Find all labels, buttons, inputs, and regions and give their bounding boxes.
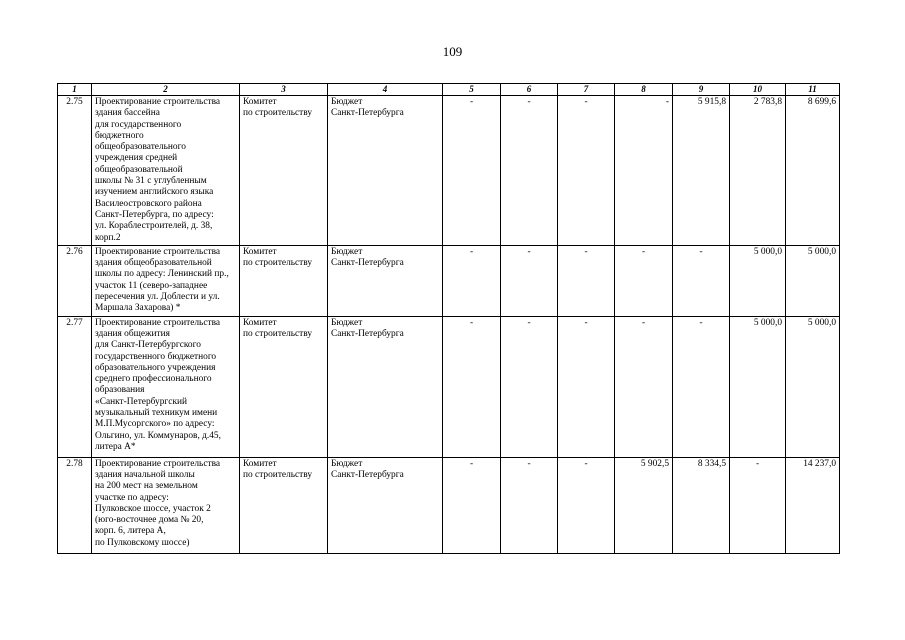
cell-col-9: - <box>673 316 730 457</box>
header-col-3: 3 <box>240 84 328 96</box>
cell-col-10: - <box>730 457 786 553</box>
cell-col-11: 5 000,0 <box>786 316 840 457</box>
page-number: 109 <box>442 44 463 59</box>
item-description: Проектирование строительства здания общеобразовательной школы по адресу: Ленинский пр., участок 11 (северо-западнее пересечения ул. Доблести и ул. Маршала Захарова) * <box>92 245 240 316</box>
cell-col-7: - <box>558 316 615 457</box>
cell-col-10: 5 000,0 <box>730 245 786 316</box>
funding-source: Бюджет Санкт-Петербурга <box>328 245 443 316</box>
executor: Комитет по строительству <box>240 316 328 457</box>
funding-source: Бюджет Санкт-Петербурга <box>328 457 443 553</box>
cell-col-10: 2 783,8 <box>730 96 786 246</box>
executor: Комитет по строительству <box>240 96 328 246</box>
cell-col-10: 5 000,0 <box>730 316 786 457</box>
cell-col-7: - <box>558 96 615 246</box>
cell-col-11: 14 237,0 <box>786 457 840 553</box>
item-description: Проектирование строительства здания общежития для Санкт-Петербургского государственного бюджетного образовательного учреждения среднего профессионального образования «Санкт-Петербургский музыкальный техникум имени М.П.Мусоргского» по адресу: Ольгино, ул. Коммунаров, д.45, литера А* <box>92 316 240 457</box>
cell-col-5: - <box>443 96 501 246</box>
cell-col-7: - <box>558 245 615 316</box>
item-description: Проектирование строительства здания бассейна для государственного бюджетного общеобразовательного учреждения средней общеобразовательной школы № 31 с углубленным изучением английского языка Василеостровского района Санкт-Петербурга, по адресу: ул. Кораблестроителей, д. 38, корп.2 <box>92 96 240 246</box>
cell-col-7: - <box>558 457 615 553</box>
budget-table <box>57 83 840 554</box>
funding-source: Бюджет Санкт-Петербурга <box>328 316 443 457</box>
cell-col-8: - <box>615 96 673 246</box>
cell-col-9: 5 915,8 <box>673 96 730 246</box>
header-col-9: 9 <box>673 84 730 96</box>
cell-col-8: - <box>615 245 673 316</box>
cell-col-11: 5 000,0 <box>786 245 840 316</box>
cell-col-6: - <box>501 96 558 246</box>
header-col-10: 10 <box>730 84 786 96</box>
header-col-4: 4 <box>328 84 443 96</box>
header-col-7: 7 <box>558 84 615 96</box>
cell-col-8: 5 902,5 <box>615 457 673 553</box>
funding-source: Бюджет Санкт-Петербурга <box>328 96 443 246</box>
table-row <box>58 245 840 316</box>
cell-col-11: 8 699,6 <box>786 96 840 246</box>
header-col-2: 2 <box>92 84 240 96</box>
executor: Комитет по строительству <box>240 245 328 316</box>
cell-col-9: 8 334,5 <box>673 457 730 553</box>
cell-col-9: - <box>673 245 730 316</box>
row-number: 2.78 <box>58 457 92 553</box>
cell-col-5: - <box>443 245 501 316</box>
row-number: 2.75 <box>58 96 92 246</box>
row-number: 2.77 <box>58 316 92 457</box>
table-row <box>58 96 840 246</box>
header-col-6: 6 <box>501 84 558 96</box>
header-row <box>58 84 840 96</box>
cell-col-6: - <box>501 316 558 457</box>
header-col-5: 5 <box>443 84 501 96</box>
executor: Комитет по строительству <box>240 457 328 553</box>
cell-col-5: - <box>443 316 501 457</box>
header-col-11: 11 <box>786 84 840 96</box>
cell-col-8: - <box>615 316 673 457</box>
cell-col-6: - <box>501 245 558 316</box>
table-row <box>58 457 840 553</box>
header-col-8: 8 <box>615 84 673 96</box>
row-number: 2.76 <box>58 245 92 316</box>
cell-col-6: - <box>501 457 558 553</box>
table-row <box>58 316 840 457</box>
item-description: Проектирование строительства здания начальной школы на 200 мест на земельном участке по адресу: Пулковское шоссе, участок 2 (юго-восточнее дома № 20, корп. 6, литера А, по Пулковскому шоссе) <box>92 457 240 553</box>
header-col-1: 1 <box>58 84 92 96</box>
cell-col-5: - <box>443 457 501 553</box>
